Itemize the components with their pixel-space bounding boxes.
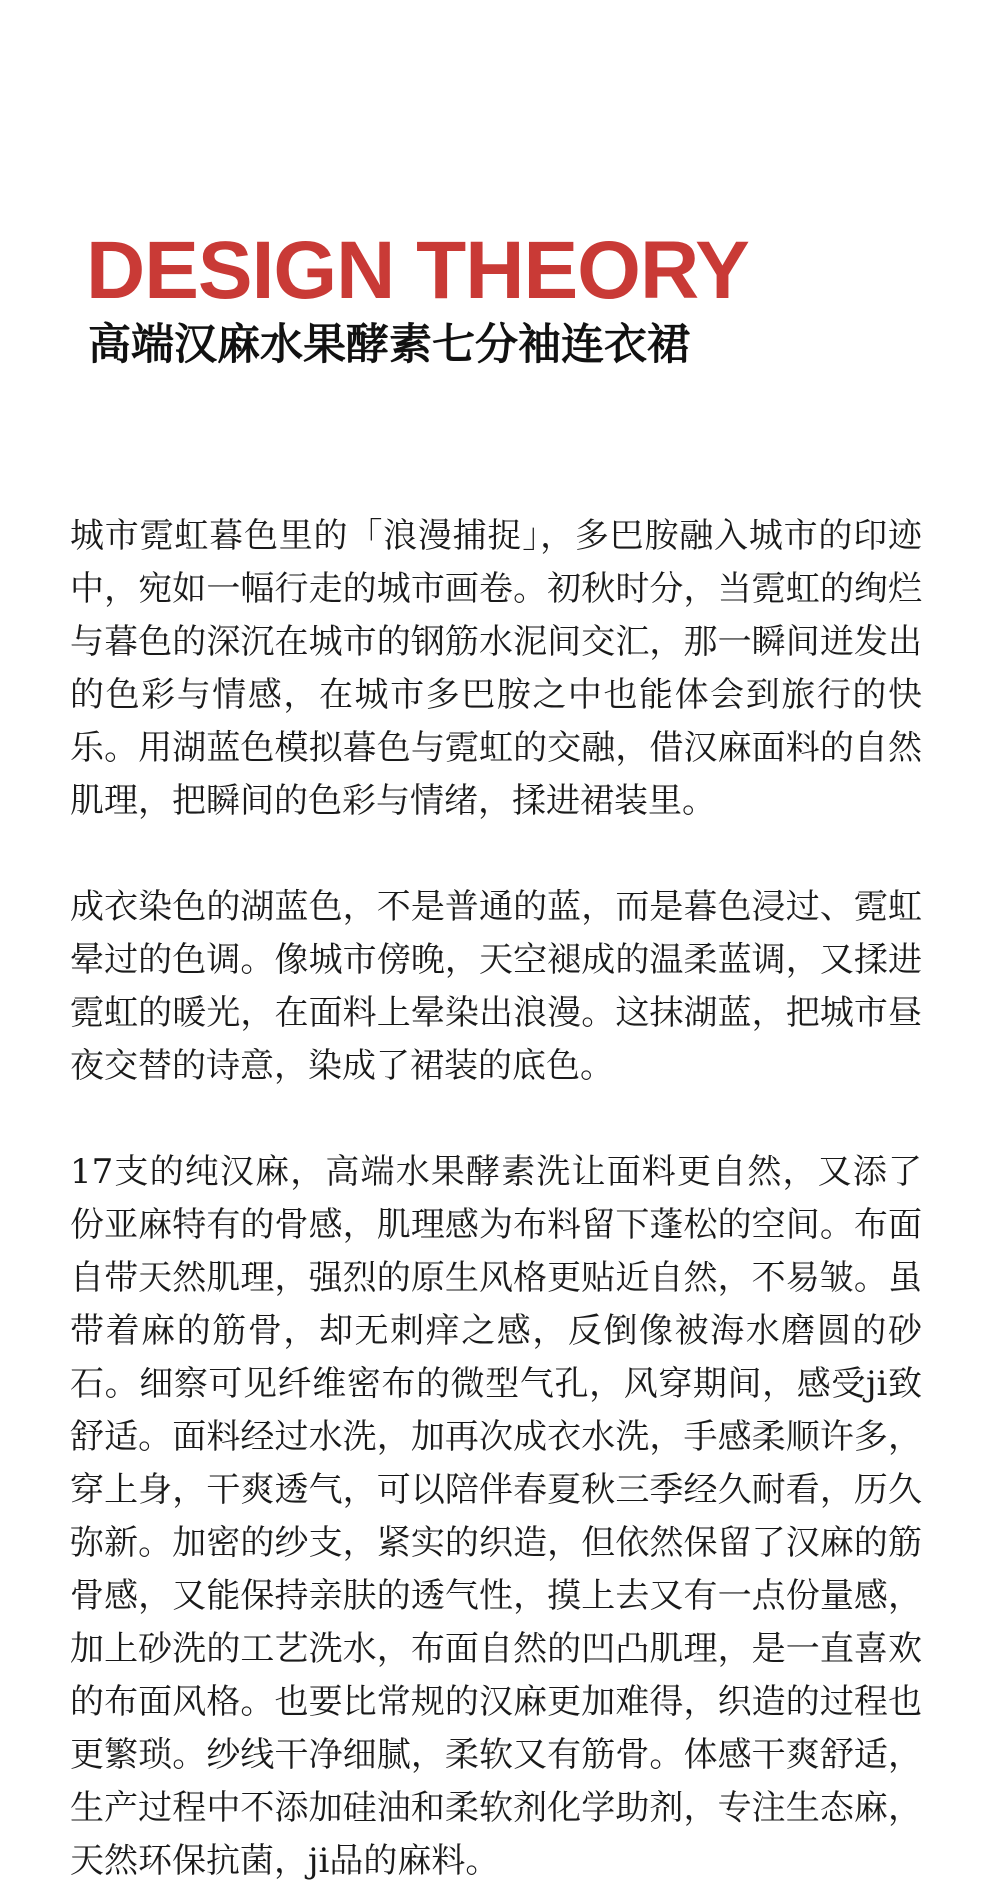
heading-block [86, 225, 749, 370]
heading-title-en: DESIGN THEORY [86, 225, 749, 316]
paragraph-fabric: 17支的纯汉麻，高端水果酵素洗让面料更自然，又添了份亚麻特有的骨感，肌理感为布料留下蓬松的空间。布面自带天然肌理，强烈的原生风格更贴近自然，不易皱。虽带着麻的筋骨，却无刺痒之感，反倒像被海水磨圆的砂石。细察可见纤维密布的微型气孔，风穿期间，感受ji致舒适。面料经过水洗，加再次成衣水洗，手感柔顺许多，穿上身，干爽透气，可以陪伴春夏秋三季经久耐看，历久弥新。加密的纱支，紧实的织造，但依然保留了汉麻的筋骨感，又能保持亲肤的透气性，摸上去又有一点份量感，加上砂洗的工艺洗水，布面自然的凹凸肌理，是一直喜欢的布面风格。也要比常规的汉麻更加难得，织造的过程也更繁琐。纱线干净细腻，柔软又有筋骨。体感干爽舒适，生产过程中不添加硅油和柔软剂化学助剂，专注生态麻，天然环保抗菌，ji品的麻料。 [70, 1152, 922, 1881]
body-text [70, 510, 922, 1888]
heading-title-cn: 高端汉麻水果酵素七分袖连衣裙 [88, 320, 690, 370]
paragraph-color: 成衣染色的湖蓝色，不是普通的蓝，而是暮色浸过、霓虹晕过的色调。像城市傍晚，天空褪成的温柔蓝调，又揉进霓虹的暖光，在面料上晕染出浪漫。这抹湖蓝，把城市昼夜交替的诗意，染成了裙装的底色。 [70, 887, 922, 1086]
paragraph-intro: 城市霓虹暮色里的「浪漫捕捉」，多巴胺融入城市的印迹中，宛如一幅行走的城市画卷。初秋时分，当霓虹的绚烂与暮色的深沉在城市的钢筋水泥间交汇，那一瞬间迸发出的色彩与情感，在城市多巴胺之中也能体会到旅行的快乐。用湖蓝色模拟暮色与霓虹的交融，借汉麻面料的自然肌理，把瞬间的色彩与情绪，揉进裙装里。 [70, 516, 922, 821]
